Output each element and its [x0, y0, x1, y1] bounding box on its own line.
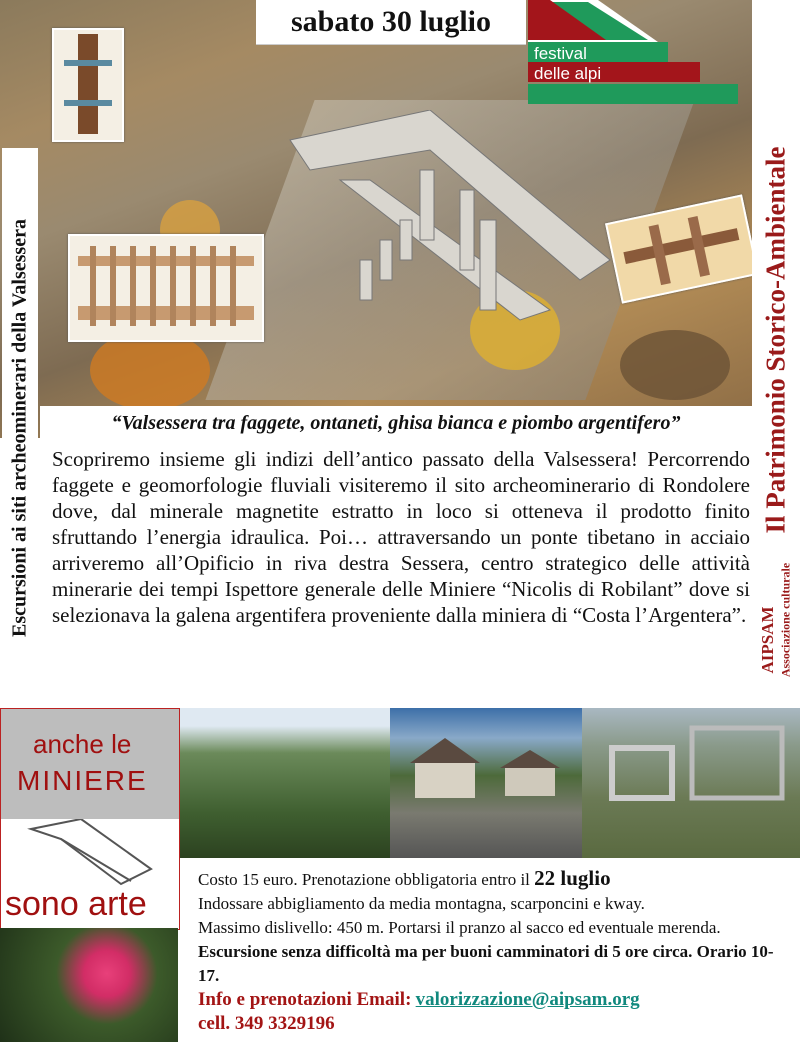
left-vertical-banner	[2, 148, 38, 708]
info-schedule: . Orario 10-17.	[198, 942, 774, 985]
badge-line3: sono arte	[5, 885, 147, 923]
flower-photo	[0, 928, 178, 1042]
waterwheel-illustration	[52, 28, 124, 142]
info-cost-line	[198, 866, 782, 892]
art-badge	[0, 708, 180, 930]
photo-stone-cabins	[390, 708, 582, 858]
ruins-drawing	[280, 110, 620, 340]
info-elevation: Massimo dislivello: 450 m. Portarsi il pranzo al sacco ed eventuale merenda.	[198, 918, 721, 937]
info-cost: Costo 15 euro. Prenotazione obbligatoria entro il	[198, 870, 530, 889]
logo-text-festival: festival	[534, 44, 587, 63]
contact-label: Info e prenotazioni Email:	[198, 989, 412, 1010]
description-paragraph: Scopriremo insieme gli indizi dell’antico passato della Valsessera! Percorrendo faggete e geomorfologie fluviali visiteremo il sito archeominerario di Rondolere dove, dal minerale magnetite estratto in loco si otteneva il prodotto finito sfruttando l’energia idraulica. Poi… attraversando un ponte tibetano in acciaio arriveremo all’Opificio in riva destra Sessera, centro strategico delle attività minerarie dei tempi Ispettore generale delle Miniere “Nicolis di Robilant” dove si selezionava la galena argentifera proveniente dalla miniera di “Costa l’Argentera”.	[52, 447, 750, 627]
photo-ruins-excavation	[582, 708, 800, 858]
festival-logo	[528, 0, 738, 106]
badge-line2: MINIERE	[17, 765, 148, 796]
org-name: AIPSAM	[758, 606, 777, 674]
event-date-box	[256, 0, 526, 45]
stamp-mill-illustration	[68, 234, 264, 342]
phone-number: cell. 349 3329196	[198, 1013, 335, 1034]
mine-sketch	[21, 819, 161, 889]
right-vertical-title: Il Patrimonio Storico-Ambientale	[760, 146, 791, 534]
info-deadline: 22 luglio	[534, 866, 611, 890]
photo-mountain-valley	[180, 708, 390, 858]
info-contact-line	[198, 988, 782, 1012]
logo-text-delle-alpi: delle alpi	[534, 64, 602, 83]
info-difficulty: Escursione senza difficoltà ma per buoni camminatori di 5 ore circa	[198, 942, 689, 961]
badge-line1: anche le	[33, 729, 132, 759]
info-difficulty-line	[198, 940, 782, 988]
info-clothing: Indossare abbigliamento da media montagna, scarponcini e kway.	[198, 894, 645, 913]
event-date: sabato 30 luglio	[290, 5, 492, 38]
right-vertical-banner	[752, 0, 800, 700]
org-type: Associazione culturale	[778, 562, 793, 678]
email-link[interactable]: valorizzazione@aipsam.org	[415, 989, 640, 1010]
info-phone-line	[198, 1012, 782, 1036]
practical-info	[198, 866, 782, 1036]
subtitle-quote: “Valsessera tra faggete, ontaneti, ghisa bianca e piombo argentifero”	[111, 412, 681, 434]
subtitle-quote-box	[40, 406, 752, 440]
left-vertical-title: Escursioni ai siti archeominerari della Valsessera	[8, 219, 31, 637]
